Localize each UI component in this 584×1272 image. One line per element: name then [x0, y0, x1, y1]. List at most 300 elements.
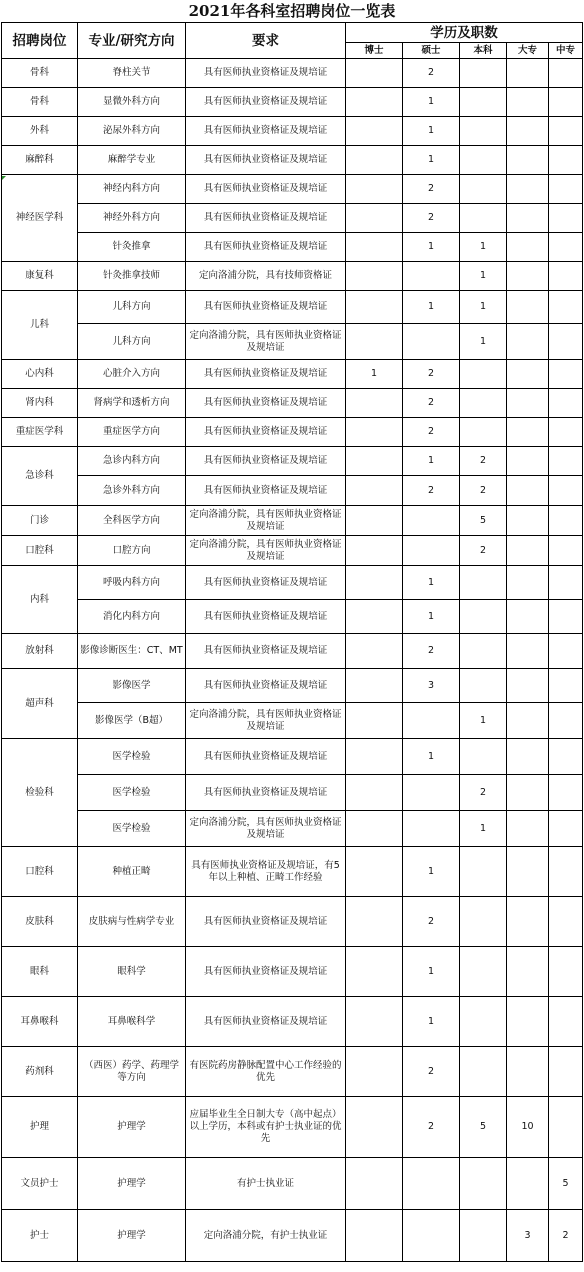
table-row	[2, 1210, 583, 1262]
cell-requirement: 定向洛浦分院，具有医师执业资格证及规培证	[186, 536, 346, 566]
cell-major: （西医）药学、药理学等方向	[78, 1047, 186, 1097]
table-row	[2, 600, 583, 634]
table-row	[2, 1158, 583, 1210]
cell-count-bachelor	[460, 59, 507, 88]
cell-count-secondary	[549, 204, 583, 233]
table-row	[2, 175, 583, 204]
cell-requirement: 定向洛浦分院，具有医师执业资格证及规培证	[186, 506, 346, 536]
header-level-master: 硕士	[403, 43, 460, 59]
cell-major: 眼科学	[78, 947, 186, 997]
cell-count-college	[507, 204, 549, 233]
cell-count-master	[403, 811, 460, 847]
cell-requirement: 具有医师执业资格证及规培证	[186, 775, 346, 811]
cell-count-bachelor	[460, 1210, 507, 1262]
cell-dept: 文员护士	[2, 1158, 78, 1210]
cell-count-phd	[346, 88, 403, 117]
cell-count-secondary	[549, 360, 583, 389]
cell-count-secondary	[549, 175, 583, 204]
cell-count-bachelor	[460, 566, 507, 600]
cell-requirement: 定向洛浦分院，具有医师执业资格证及规培证	[186, 324, 346, 360]
cell-count-bachelor	[460, 204, 507, 233]
cell-requirement: 定向洛浦分院，具有医师执业资格证及规培证	[186, 811, 346, 847]
cell-count-master: 2	[403, 389, 460, 418]
cell-count-bachelor	[460, 739, 507, 775]
cell-count-secondary	[549, 88, 583, 117]
cell-count-college	[507, 418, 549, 447]
cell-count-college	[507, 634, 549, 669]
cell-requirement: 具有医师执业资格证及规培证	[186, 997, 346, 1047]
cell-requirement: 具有医师执业资格证及规培证，有5年以上种植、正畸工作经验	[186, 847, 346, 897]
cell-count-master	[403, 1210, 460, 1262]
cell-major: 护理学	[78, 1097, 186, 1158]
cell-dept: 眼科	[2, 947, 78, 997]
table-row	[2, 506, 583, 536]
cell-major: 护理学	[78, 1210, 186, 1262]
header-requirement: 要求	[186, 23, 346, 59]
cell-count-secondary	[549, 1097, 583, 1158]
cell-count-secondary	[549, 669, 583, 703]
cell-count-bachelor	[460, 360, 507, 389]
cell-count-master: 2	[403, 1047, 460, 1097]
cell-major: 重症医学方向	[78, 418, 186, 447]
cell-requirement: 具有医师执业资格证及规培证	[186, 669, 346, 703]
header-level-phd: 博士	[346, 43, 403, 59]
cell-count-secondary	[549, 291, 583, 324]
cell-count-college	[507, 1047, 549, 1097]
cell-count-master	[403, 262, 460, 291]
cell-requirement: 有护士执业证	[186, 1158, 346, 1210]
table-row	[2, 775, 583, 811]
cell-count-bachelor	[460, 847, 507, 897]
cell-major: 口腔方向	[78, 536, 186, 566]
cell-count-bachelor	[460, 1158, 507, 1210]
cell-count-secondary	[549, 997, 583, 1047]
cell-count-master: 1	[403, 947, 460, 997]
cell-count-master: 2	[403, 59, 460, 88]
cell-count-bachelor	[460, 600, 507, 634]
cell-major: 麻醉学专业	[78, 146, 186, 175]
cell-major: 脊柱关节	[78, 59, 186, 88]
cell-dept: 心内科	[2, 360, 78, 389]
cell-count-secondary	[549, 1047, 583, 1097]
cell-dept: 皮肤科	[2, 897, 78, 947]
table-row	[2, 897, 583, 947]
cell-count-secondary: 2	[549, 1210, 583, 1262]
cell-count-master: 3	[403, 669, 460, 703]
table-row	[2, 117, 583, 146]
cell-count-secondary	[549, 389, 583, 418]
cell-major: 神经内科方向	[78, 175, 186, 204]
table-row	[2, 360, 583, 389]
cell-count-college	[507, 739, 549, 775]
table-row	[2, 146, 583, 175]
cell-count-master: 1	[403, 88, 460, 117]
cell-count-phd	[346, 506, 403, 536]
cell-count-bachelor: 2	[460, 476, 507, 506]
cell-major: 神经外科方向	[78, 204, 186, 233]
cell-dept: 肾内科	[2, 389, 78, 418]
cell-count-phd	[346, 634, 403, 669]
cell-count-secondary	[549, 59, 583, 88]
cell-count-college	[507, 997, 549, 1047]
cell-count-phd	[346, 669, 403, 703]
cell-count-master	[403, 775, 460, 811]
cell-dept: 药剂科	[2, 1047, 78, 1097]
cell-count-bachelor	[460, 88, 507, 117]
table-row	[2, 1097, 583, 1158]
cell-count-college	[507, 811, 549, 847]
cell-major: 医学检验	[78, 775, 186, 811]
cell-count-secondary	[549, 947, 583, 997]
cell-count-bachelor: 2	[460, 447, 507, 476]
cell-requirement: 具有医师执业资格证及规培证	[186, 634, 346, 669]
cell-major: 影像诊断医生：CT、MT	[78, 634, 186, 669]
cell-count-college: 3	[507, 1210, 549, 1262]
cell-count-master: 2	[403, 418, 460, 447]
cell-count-college	[507, 233, 549, 262]
cell-count-phd	[346, 1097, 403, 1158]
cell-count-bachelor: 2	[460, 775, 507, 811]
cell-count-phd	[346, 262, 403, 291]
table-row	[2, 739, 583, 775]
header-level-secondary: 中专	[549, 43, 583, 59]
cell-count-secondary	[549, 739, 583, 775]
header-position: 招聘岗位	[2, 23, 78, 59]
cell-count-master: 1	[403, 146, 460, 175]
cell-count-bachelor	[460, 947, 507, 997]
cell-count-bachelor: 1	[460, 811, 507, 847]
cell-count-phd	[346, 775, 403, 811]
table-row	[2, 418, 583, 447]
table-row	[2, 59, 583, 88]
cell-count-college	[507, 775, 549, 811]
cell-count-secondary	[549, 634, 583, 669]
cell-count-secondary	[549, 146, 583, 175]
cell-count-bachelor: 1	[460, 703, 507, 739]
cell-count-college	[507, 600, 549, 634]
cell-requirement: 具有医师执业资格证及规培证	[186, 389, 346, 418]
header-level-college: 大专	[507, 43, 549, 59]
cell-count-master	[403, 703, 460, 739]
table-row	[2, 204, 583, 233]
cell-dept: 超声科	[2, 669, 78, 739]
cell-requirement: 具有医师执业资格证及规培证	[186, 739, 346, 775]
cell-count-phd: 1	[346, 360, 403, 389]
cell-count-college	[507, 146, 549, 175]
cell-dept: 骨科	[2, 88, 78, 117]
table-row	[2, 447, 583, 476]
cell-count-master: 2	[403, 175, 460, 204]
cell-dept: 检验科	[2, 739, 78, 847]
cell-count-college: 10	[507, 1097, 549, 1158]
cell-dept: 放射科	[2, 634, 78, 669]
table-row	[2, 88, 583, 117]
cell-count-secondary	[549, 447, 583, 476]
cell-count-college	[507, 117, 549, 146]
cell-count-master: 1	[403, 117, 460, 146]
cell-dept: 护理	[2, 1097, 78, 1158]
cell-count-secondary	[549, 847, 583, 897]
cell-requirement: 具有医师执业资格证及规培证	[186, 566, 346, 600]
cell-dept: 门诊	[2, 506, 78, 536]
header-major: 专业/研究方向	[78, 23, 186, 59]
cell-count-phd	[346, 897, 403, 947]
cell-count-college	[507, 1158, 549, 1210]
cell-count-bachelor	[460, 146, 507, 175]
cell-count-secondary	[549, 324, 583, 360]
cell-dept: 护士	[2, 1210, 78, 1262]
cell-count-phd	[346, 204, 403, 233]
cell-requirement: 具有医师执业资格证及规培证	[186, 600, 346, 634]
cell-count-college	[507, 324, 549, 360]
cell-count-master: 2	[403, 1097, 460, 1158]
table-row	[2, 997, 583, 1047]
cell-count-college	[507, 389, 549, 418]
cell-major: 急诊外科方向	[78, 476, 186, 506]
cell-count-college	[507, 59, 549, 88]
cell-count-college	[507, 506, 549, 536]
cell-count-bachelor: 2	[460, 536, 507, 566]
cell-count-phd	[346, 175, 403, 204]
cell-count-secondary	[549, 418, 583, 447]
cell-count-phd	[346, 59, 403, 88]
cell-count-bachelor: 1	[460, 291, 507, 324]
cell-major: 影像医学	[78, 669, 186, 703]
cell-requirement: 具有医师执业资格证及规培证	[186, 476, 346, 506]
table-row	[2, 634, 583, 669]
cell-requirement: 具有医师执业资格证及规培证	[186, 418, 346, 447]
cell-dept: 外科	[2, 117, 78, 146]
cell-requirement: 具有医师执业资格证及规培证	[186, 175, 346, 204]
cell-count-phd	[346, 418, 403, 447]
cell-count-secondary	[549, 703, 583, 739]
cell-count-bachelor	[460, 997, 507, 1047]
cell-count-college	[507, 447, 549, 476]
cell-dept: 口腔科	[2, 536, 78, 566]
cell-count-master: 1	[403, 566, 460, 600]
cell-major: 消化内科方向	[78, 600, 186, 634]
cell-count-master: 1	[403, 997, 460, 1047]
cell-major: 肾病学和透析方向	[78, 389, 186, 418]
cell-count-college	[507, 536, 549, 566]
cell-count-master: 2	[403, 204, 460, 233]
cell-count-phd	[346, 811, 403, 847]
cell-major: 耳鼻喉科学	[78, 997, 186, 1047]
cell-count-master: 1	[403, 739, 460, 775]
table-row	[2, 262, 583, 291]
cell-requirement: 具有医师执业资格证及规培证	[186, 897, 346, 947]
cell-count-bachelor	[460, 634, 507, 669]
cell-count-master: 2	[403, 634, 460, 669]
cell-count-phd	[346, 291, 403, 324]
cell-count-phd	[346, 233, 403, 262]
cell-requirement: 有医院药房静脉配置中心工作经验的优先	[186, 1047, 346, 1097]
cell-requirement: 具有医师执业资格证及规培证	[186, 447, 346, 476]
cell-major: 儿科方向	[78, 324, 186, 360]
table-row	[2, 536, 583, 566]
cell-requirement: 具有医师执业资格证及规培证	[186, 291, 346, 324]
cell-requirement: 应届毕业生全日制大专（高中起点）以上学历，本科或有护士执业证的优先	[186, 1097, 346, 1158]
header-level-bachelor: 本科	[460, 43, 507, 59]
cell-count-secondary	[549, 775, 583, 811]
cell-major: 医学检验	[78, 811, 186, 847]
cell-count-bachelor	[460, 897, 507, 947]
cell-major: 针灸推拿技师	[78, 262, 186, 291]
table-row	[2, 476, 583, 506]
cell-dept: 康复科	[2, 262, 78, 291]
cell-requirement: 具有医师执业资格证及规培证	[186, 360, 346, 389]
cell-dept: 儿科	[2, 291, 78, 360]
cell-dept: 骨科	[2, 59, 78, 88]
cell-requirement: 定向洛浦分院，具有医师执业资格证及规培证	[186, 703, 346, 739]
cell-count-phd	[346, 146, 403, 175]
cell-requirement: 具有医师执业资格证及规培证	[186, 59, 346, 88]
cell-count-phd	[346, 847, 403, 897]
cell-count-master	[403, 1158, 460, 1210]
cell-count-phd	[346, 566, 403, 600]
cell-count-bachelor	[460, 1047, 507, 1097]
table-row	[2, 291, 583, 324]
cell-major: 针灸推拿	[78, 233, 186, 262]
cell-count-phd	[346, 1158, 403, 1210]
cell-dept: 口腔科	[2, 847, 78, 897]
cell-count-college	[507, 669, 549, 703]
cell-count-college	[507, 360, 549, 389]
cell-count-master	[403, 324, 460, 360]
cell-count-secondary	[549, 897, 583, 947]
cell-count-master: 2	[403, 897, 460, 947]
table-row	[2, 669, 583, 703]
cell-count-master	[403, 506, 460, 536]
cell-dept: 重症医学科	[2, 418, 78, 447]
cell-count-secondary	[549, 566, 583, 600]
cell-count-secondary	[549, 600, 583, 634]
cell-count-secondary: 5	[549, 1158, 583, 1210]
cell-count-master	[403, 536, 460, 566]
recruitment-table	[1, 22, 583, 1262]
cell-count-secondary	[549, 262, 583, 291]
cell-count-bachelor	[460, 117, 507, 146]
cell-count-bachelor	[460, 418, 507, 447]
header-education: 学历及职数	[346, 23, 583, 43]
table-row	[2, 811, 583, 847]
cell-dept: 麻醉科	[2, 146, 78, 175]
cell-major: 种植正畸	[78, 847, 186, 897]
cell-count-secondary	[549, 506, 583, 536]
cell-count-college	[507, 703, 549, 739]
table-row	[2, 1047, 583, 1097]
table-row	[2, 847, 583, 897]
cell-major: 医学检验	[78, 739, 186, 775]
cell-count-phd	[346, 1210, 403, 1262]
cell-count-bachelor: 5	[460, 506, 507, 536]
cell-major: 泌尿外科方向	[78, 117, 186, 146]
table-row	[2, 324, 583, 360]
cell-count-master: 1	[403, 600, 460, 634]
cell-major: 显微外科方向	[78, 88, 186, 117]
cell-count-phd	[346, 703, 403, 739]
cell-count-college	[507, 476, 549, 506]
cell-count-phd	[346, 476, 403, 506]
cell-requirement: 具有医师执业资格证及规培证	[186, 233, 346, 262]
table-row	[2, 703, 583, 739]
cell-dept: 内科	[2, 566, 78, 634]
cell-count-secondary	[549, 233, 583, 262]
cell-dept: 神经医学科	[2, 175, 78, 262]
cell-count-master: 1	[403, 847, 460, 897]
cell-count-secondary	[549, 476, 583, 506]
page-title: 2021年各科室招聘岗位一览表	[188, 2, 396, 20]
cell-major: 影像医学（B超）	[78, 703, 186, 739]
table-row	[2, 389, 583, 418]
cell-count-phd	[346, 447, 403, 476]
cell-count-phd	[346, 600, 403, 634]
cell-dept: 急诊科	[2, 447, 78, 506]
cell-major: 儿科方向	[78, 291, 186, 324]
cell-requirement: 定向洛浦分院，具有技师资格证	[186, 262, 346, 291]
cell-count-phd	[346, 1047, 403, 1097]
cell-count-phd	[346, 997, 403, 1047]
cell-count-master: 2	[403, 360, 460, 389]
cell-requirement: 具有医师执业资格证及规培证	[186, 146, 346, 175]
cell-count-master: 2	[403, 476, 460, 506]
cell-requirement: 具有医师执业资格证及规培证	[186, 117, 346, 146]
cell-count-phd	[346, 389, 403, 418]
cell-count-bachelor: 1	[460, 262, 507, 291]
cell-count-secondary	[549, 536, 583, 566]
cell-count-secondary	[549, 117, 583, 146]
cell-major: 急诊内科方向	[78, 447, 186, 476]
table-row	[2, 233, 583, 262]
cell-count-college	[507, 947, 549, 997]
cell-count-phd	[346, 324, 403, 360]
cell-count-college	[507, 847, 549, 897]
cell-major: 呼吸内科方向	[78, 566, 186, 600]
cell-major: 皮肤病与性病学专业	[78, 897, 186, 947]
table-row	[2, 947, 583, 997]
cell-count-college	[507, 175, 549, 204]
cell-major: 护理学	[78, 1158, 186, 1210]
cell-requirement: 具有医师执业资格证及规培证	[186, 947, 346, 997]
cell-count-college	[507, 897, 549, 947]
cell-count-college	[507, 566, 549, 600]
cell-dept: 耳鼻喉科	[2, 997, 78, 1047]
cell-count-bachelor	[460, 175, 507, 204]
cell-count-bachelor: 1	[460, 324, 507, 360]
cell-count-bachelor: 1	[460, 233, 507, 262]
cell-count-secondary	[549, 811, 583, 847]
cell-count-phd	[346, 117, 403, 146]
cell-requirement: 定向洛浦分院，有护士执业证	[186, 1210, 346, 1262]
table-row	[2, 566, 583, 600]
cell-count-college	[507, 88, 549, 117]
cell-count-phd	[346, 947, 403, 997]
cell-count-bachelor	[460, 669, 507, 703]
cell-count-college	[507, 291, 549, 324]
cell-count-master: 1	[403, 447, 460, 476]
cell-requirement: 具有医师执业资格证及规培证	[186, 204, 346, 233]
cell-requirement: 具有医师执业资格证及规培证	[186, 88, 346, 117]
cell-count-phd	[346, 536, 403, 566]
cell-count-master: 1	[403, 233, 460, 262]
cell-count-bachelor	[460, 389, 507, 418]
cell-count-bachelor: 5	[460, 1097, 507, 1158]
cell-count-phd	[346, 739, 403, 775]
cell-major: 全科医学方向	[78, 506, 186, 536]
cell-count-master: 1	[403, 291, 460, 324]
cell-major: 心脏介入方向	[78, 360, 186, 389]
cell-count-college	[507, 262, 549, 291]
